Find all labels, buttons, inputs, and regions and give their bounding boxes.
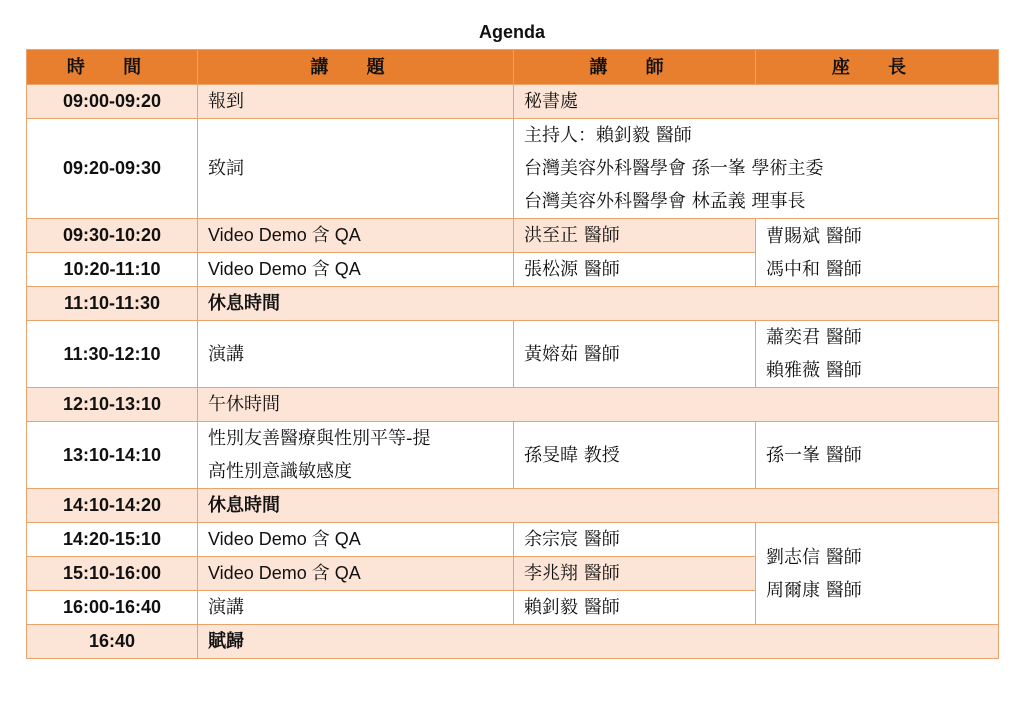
- topic-cell: Video Demo 含 QA: [198, 557, 514, 591]
- speaker-cell: 賴釗毅 醫師: [514, 591, 756, 625]
- time-cell: 11:30-12:10: [27, 321, 198, 388]
- chair-name: 蕭奕君 醫師: [766, 327, 862, 348]
- header-chair: 座 長: [756, 50, 999, 85]
- topic-cell: 報到: [198, 85, 514, 119]
- speaker-cell: 孫旻暐 教授: [514, 422, 756, 489]
- page-title: Agenda: [478, 22, 545, 42]
- speaker-cell: 秘書處: [514, 85, 999, 119]
- header-row: [27, 50, 999, 85]
- chair-name: 孫一峯 醫師: [766, 444, 862, 466]
- table-row: [27, 625, 999, 659]
- topic-line: 性別友善醫療與性別平等-提: [208, 428, 431, 449]
- topic-cell: 休息時間: [198, 489, 999, 523]
- topic-cell: Video Demo 含 QA: [198, 523, 514, 557]
- speaker-line: 主持人：賴釗毅 醫師: [524, 125, 692, 146]
- topic-cell: 午休時間: [198, 388, 999, 422]
- table-row: [27, 219, 999, 253]
- time-cell: 11:10-11:30: [27, 287, 198, 321]
- chair-name: 馮中和 醫師: [766, 258, 862, 280]
- time-cell: 14:10-14:20: [27, 489, 198, 523]
- speaker-cell: 余宗宸 醫師: [514, 523, 756, 557]
- time-cell: 16:40: [27, 625, 198, 659]
- topic-cell: Video Demo 含 QA: [198, 219, 514, 253]
- time-cell: 14:20-15:10: [27, 523, 198, 557]
- time-cell: 10:20-11:10: [27, 253, 198, 287]
- topic-line: 高性別意識敏感度: [208, 461, 352, 482]
- header-topic: 講 題: [198, 50, 514, 85]
- chair-name: 周爾康 醫師: [766, 579, 862, 601]
- speaker-cell: 李兆翔 醫師: [514, 557, 756, 591]
- speaker-cell: 張松源 醫師: [514, 253, 756, 287]
- header-speaker: 講 師: [514, 50, 756, 85]
- chair-name: 曹賜斌 醫師: [766, 225, 862, 247]
- chair-cell: [756, 422, 999, 489]
- time-cell: 09:30-10:20: [27, 219, 198, 253]
- table-row: [27, 489, 999, 523]
- chair-cell: [756, 321, 999, 388]
- speaker-line: 台灣美容外科醫學會 孫一峯 學術主委: [524, 158, 824, 179]
- table-row: [27, 422, 999, 489]
- topic-cell: 演講: [198, 591, 514, 625]
- table-row: [27, 287, 999, 321]
- time-cell: 15:10-16:00: [27, 557, 198, 591]
- chair-cell: [756, 219, 999, 287]
- topic-cell: 演講: [198, 321, 514, 388]
- time-cell: 13:10-14:10: [27, 422, 198, 489]
- topic-cell: Video Demo 含 QA: [198, 253, 514, 287]
- speaker-cell: 洪至正 醫師: [514, 219, 756, 253]
- header-time: 時 間: [27, 50, 198, 85]
- table-row: [27, 119, 999, 219]
- table-row: [27, 321, 999, 388]
- table-row: [27, 85, 999, 119]
- table-row: [27, 388, 999, 422]
- topic-cell: 休息時間: [198, 287, 999, 321]
- topic-cell: 致詞: [198, 119, 514, 219]
- topic-cell: [198, 422, 514, 489]
- topic-cell: 賦歸: [198, 625, 999, 659]
- chair-name: 劉志信 醫師: [766, 546, 862, 568]
- time-cell: 09:20-09:30: [27, 119, 198, 219]
- table-row: [27, 523, 999, 557]
- agenda-table: [26, 49, 999, 659]
- speaker-cell: 黃嫆茹 醫師: [514, 321, 756, 388]
- chair-cell: [756, 523, 999, 625]
- chair-name: 賴雅薇 醫師: [766, 360, 862, 381]
- time-cell: 16:00-16:40: [27, 591, 198, 625]
- speaker-line: 台灣美容外科醫學會 林孟義 理事長: [524, 191, 806, 212]
- time-cell: 12:10-13:10: [27, 388, 198, 422]
- speaker-cell: [514, 119, 999, 219]
- time-cell: 09:00-09:20: [27, 85, 198, 119]
